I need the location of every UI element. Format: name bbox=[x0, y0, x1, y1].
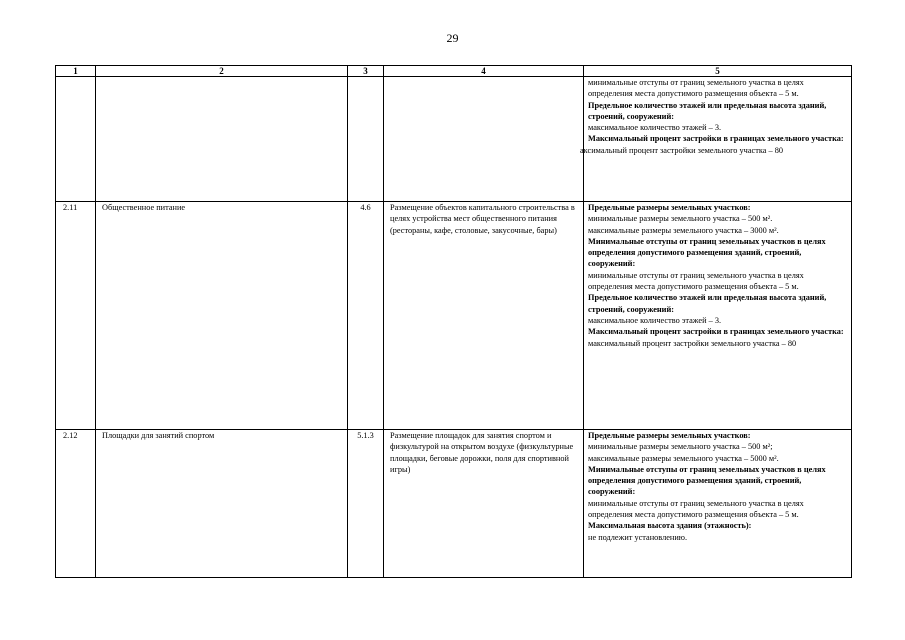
column-header-1: 1 bbox=[56, 66, 96, 77]
column-header-3: 3 bbox=[348, 66, 384, 77]
regulations-table bbox=[55, 65, 852, 578]
param-line: максимальный процент застройки земельного участка – 80 bbox=[588, 338, 797, 348]
parameters-cell bbox=[584, 430, 852, 578]
description-cell bbox=[384, 77, 584, 202]
param-heading: Максимальный процент застройки в границах земельного участка: bbox=[588, 327, 844, 337]
description-cell: Размещение объектов капитального строительства в целях устройства мест общественного питания (рестораны, кафе, столовые, закусочные, бары) bbox=[384, 202, 584, 430]
param-line: минимальные размеры земельного участка – 500 м². bbox=[588, 214, 773, 224]
param-line: максимальное количество этажей – 3. bbox=[588, 315, 722, 325]
param-heading: Максимальная высота здания (этажность): bbox=[588, 521, 752, 531]
page-number: 29 bbox=[446, 31, 459, 45]
param-line: не подлежит установлению. bbox=[588, 532, 688, 542]
description-cell: Размещение площадок для занятия спортом и физкультурой на открытом воздухе (физкультурные площадки, беговые дорожки, поля для спортивной игры) bbox=[384, 430, 584, 578]
column-header-4: 4 bbox=[384, 66, 584, 77]
table-row bbox=[56, 430, 852, 578]
table-header-row bbox=[56, 66, 852, 77]
param-heading: Предельное количество этажей или предельная высота зданий, строений, сооружений: bbox=[588, 293, 827, 314]
column-header-5: 5 bbox=[584, 66, 852, 77]
param-heading: Предельные размеры земельных участков: bbox=[588, 431, 751, 440]
parameters-cell bbox=[584, 202, 852, 430]
param-line: минимальные отступы от границ земельного участка в целях определения места допустимого размещения объекта – 5 м. bbox=[588, 270, 804, 292]
table-row bbox=[56, 202, 852, 430]
param-heading: Предельное количество этажей или предельная высота зданий, строений, сооружений: bbox=[588, 100, 827, 121]
param-heading: Минимальные отступы от границ земельных участков в целях определения допустимого размещения зданий, строений, сооружений: bbox=[588, 236, 826, 269]
param-heading: Минимальные отступы от границ земельных участков в целях определения допустимого размещения зданий, строений, сооружений: bbox=[588, 464, 826, 497]
use-type-cell: Общественное питание bbox=[96, 202, 348, 430]
row-number-cell bbox=[56, 77, 96, 202]
param-line: минимальные отступы от границ земельного участка в целях определения места допустимого размещения объекта – 5 м. bbox=[588, 78, 804, 99]
table-row-continued bbox=[56, 77, 852, 202]
row-number-cell: 2.12 bbox=[56, 430, 96, 578]
use-code-cell: 4.6 bbox=[348, 202, 384, 430]
param-line: минимальные размеры земельного участка – 500 м²; bbox=[588, 442, 773, 452]
row-number-cell: 2.11 bbox=[56, 202, 96, 430]
param-line: аксимальный процент застройки земельного участка – 80 bbox=[580, 145, 784, 155]
use-type-cell bbox=[96, 77, 348, 202]
use-code-cell bbox=[348, 77, 384, 202]
parameters-cell bbox=[580, 77, 852, 202]
param-line: максимальные размеры земельного участка – 3000 м². bbox=[588, 225, 779, 235]
param-line: максимальное количество этажей – 3. bbox=[588, 123, 722, 133]
use-type-cell: Площадки для занятий спортом bbox=[96, 430, 348, 578]
param-heading: Предельные размеры земельных участков: bbox=[588, 203, 751, 212]
param-line: максимальные размеры земельного участка – 5000 м². bbox=[588, 453, 779, 463]
param-heading: Максимальный процент застройки в границах земельного участка: bbox=[588, 134, 844, 144]
use-code-cell: 5.1.3 bbox=[348, 430, 384, 578]
param-line: минимальные отступы от границ земельного участка в целях определения места допустимого размещения объекта – 5 м. bbox=[588, 498, 804, 520]
column-header-2: 2 bbox=[96, 66, 348, 77]
